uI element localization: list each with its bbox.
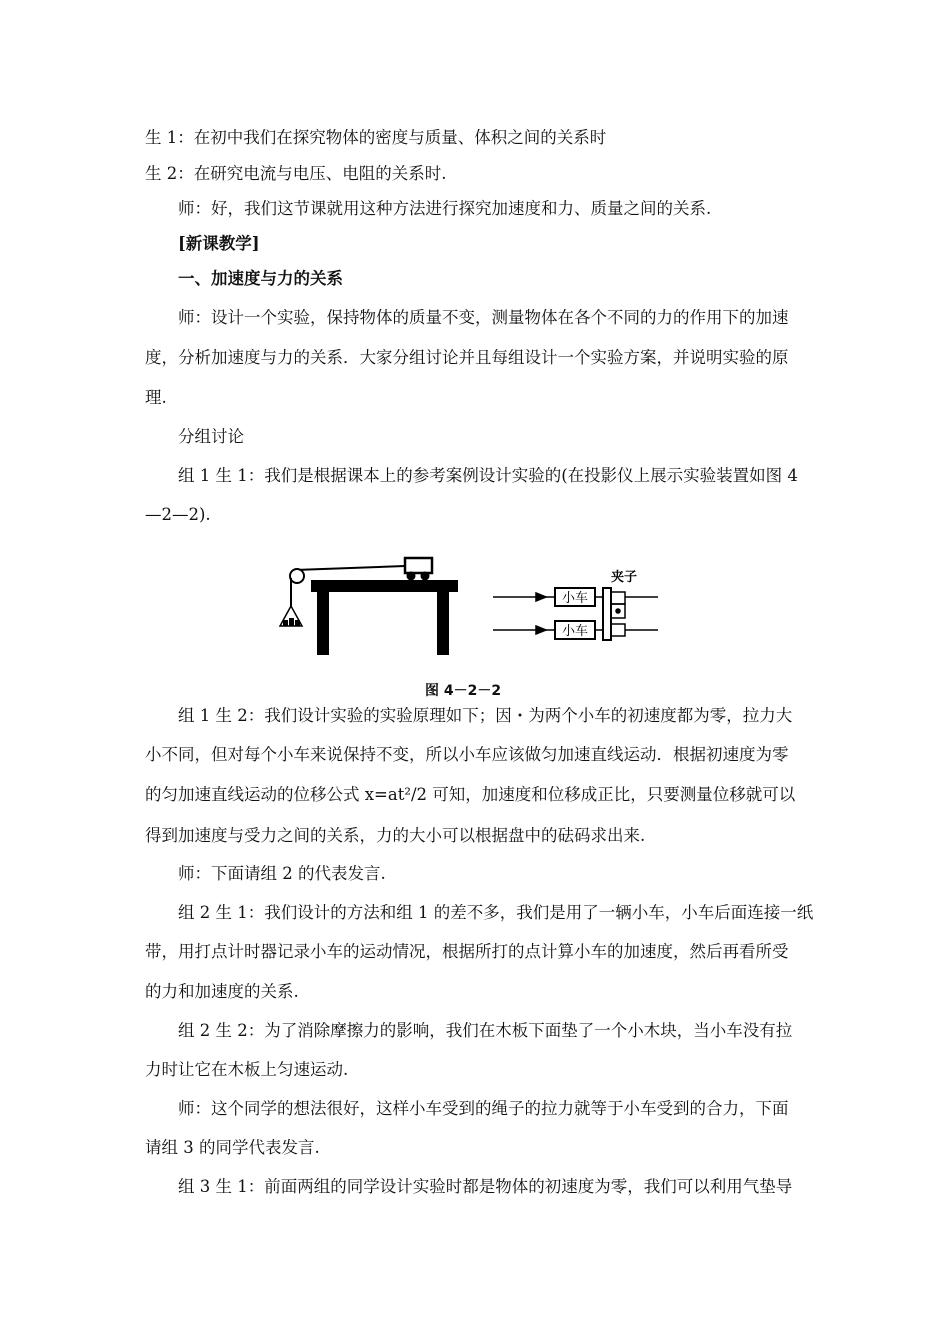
- paragraph-line: 得到加速度与受力之间的关系，力的大小可以根据盘中的砝码求出来.: [145, 826, 646, 845]
- paragraph-line: 带，用打点计时器记录小车的运动情况，根据所打的点计算小车的加速度，然后再看所受: [145, 942, 789, 961]
- paragraph-line: 组 1 生 2：我们设计实验的实验原理如下；因・为两个小车的初速度都为零，拉力大: [178, 706, 793, 725]
- paragraph-line: 生 1：在初中我们在探究物体的密度与质量、体积之间的关系时: [145, 128, 607, 147]
- paragraph-line: 组 3 生 1：前面两组的同学设计实验时都是物体的初速度为零，我们可以利用气垫导: [178, 1177, 793, 1196]
- cart-label-bottom: 小车: [561, 624, 589, 639]
- top-view-diagram: [493, 569, 658, 640]
- paragraph-line: 生 2：在研究电流与电压、电阻的关系时.: [145, 164, 447, 183]
- paragraph-line: 组 2 生 1：我们设计的方法和组 1 的差不多，我们是用了一辆小车，小车后面连接一纸: [178, 903, 814, 922]
- paragraph-line: 理.: [145, 388, 167, 407]
- paragraph-line: 师：设计一个实验，保持物体的质量不变，测量物体在各个不同的力的作用下的加速: [178, 308, 789, 327]
- paragraph-line: 小不同，但对每个小车来说保持不变，所以小车应该做匀加速直线运动．根据初速度为零: [145, 745, 789, 764]
- paragraph-line: 力时让它在木板上匀速运动.: [145, 1060, 349, 1079]
- paragraph-line: 师：好，我们这节课就用这种方法进行探究加速度和力、质量之间的关系.: [178, 199, 712, 218]
- paragraph-line: 分组讨论: [178, 427, 244, 446]
- paragraph-line: 组 2 生 2：为了消除摩擦力的影响，我们在木板下面垫了一个小木块，当小车没有拉: [178, 1021, 793, 1040]
- subsection-heading: 一、加速度与力的关系: [178, 269, 343, 288]
- table-apparatus: [280, 558, 457, 654]
- paragraph-line: 师：这个同学的想法很好，这样小车受到的绳子的拉力就等于小车受到的合力，下面: [178, 1099, 789, 1118]
- figure-caption: 图 4－2－2: [425, 683, 502, 699]
- paragraph-line: 度，分析加速度与力的关系．大家分组讨论并且每组设计一个实验方案，并说明实验的原: [145, 348, 789, 367]
- paragraph-line: 的匀加速直线运动的位移公式 x=at²/2 可知，加速度和位移成正比，只要测量位移就可以: [145, 785, 796, 804]
- experiment-figure: [260, 548, 680, 698]
- paragraph-line: 请组 3 的同学代表发言.: [145, 1138, 320, 1157]
- paragraph-line: 的力和加速度的关系.: [145, 982, 299, 1001]
- cart-label-top: 小车: [561, 591, 589, 606]
- section-heading: [新课教学]: [178, 234, 260, 253]
- paragraph-line: 师：下面请组 2 的代表发言.: [178, 864, 386, 883]
- paragraph-line: 组 1 生 1：我们是根据课本上的参考案例设计实验的(在投影仪上展示实验装置如图 4: [178, 466, 798, 485]
- clip-label: 夹子: [610, 570, 638, 585]
- paragraph-line: —2—2).: [145, 505, 211, 524]
